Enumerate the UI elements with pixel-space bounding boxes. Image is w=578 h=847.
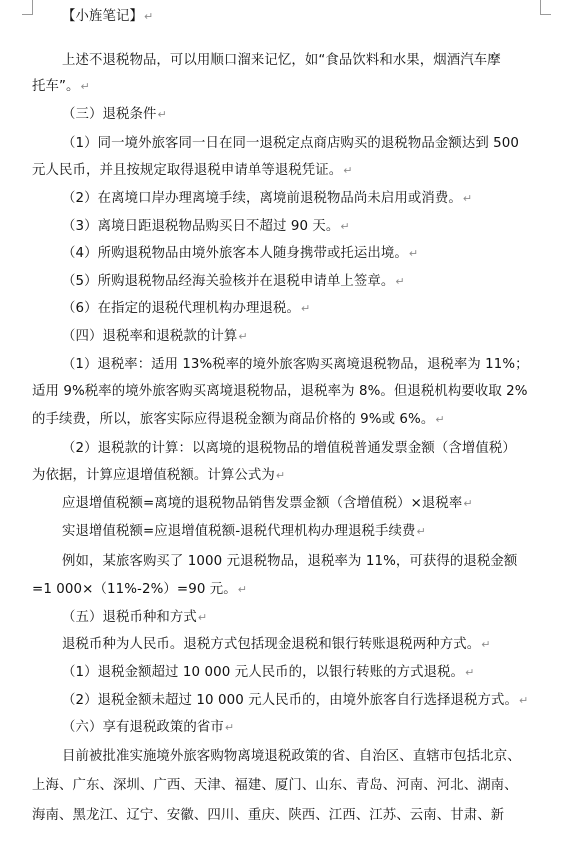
crop-mark-left [22,0,33,15]
section-heading: （三）退税条件↵ [62,107,167,122]
section-heading: （四）退税率和退税款的计算↵ [62,329,248,344]
formula-line: 应退增值税额=离境的退税物品销售发票金额（含增值税）×退税率↵ [62,496,473,511]
paragraph-line: （5）所购退税物品经海关验核并在退税申请单上签章。↵ [62,274,405,289]
crop-mark-right [540,0,551,15]
paragraph-line: 上述不退税物品，可以用顺口溜来记忆，如“食品饮料和水果，烟酒汽车摩 [62,53,501,68]
paragraph-line: （6）在指定的退税代理机构办理退税。↵ [62,301,311,316]
paragraph-line: 例如，某旅客购买了 1000 元退税物品，退税率为 11%，可获得的退税金额 [62,554,518,569]
paragraph-line: （1）退税率：适用 13%税率的境外旅客购买离境退税物品，退税率为 11%； [62,357,529,372]
paragraph-line: =1 000×（11%-2%）=90 元。↵ [32,582,248,597]
paragraph-line: 适用 9%税率的境外旅客购买离境退税物品，退税率为 8%。但退税机构要收取 2% [32,384,528,399]
paragraph-line: （1）退税金额超过 10 000 元人民币的，以银行转账的方式退税。↵ [62,665,475,680]
paragraph-line: （2）退税款的计算：以离境的退税物品的增值税普通发票金额（含增值税） [62,441,516,456]
paragraph-line: 元人民币，并且按规定取得退税申请单等退税凭证。↵ [32,163,353,178]
paragraph-line: 目前被批准实施境外旅客购物离境退税政策的省、自治区、直辖市包括北京、 [62,749,521,764]
formula-line: 实退增值税额=应退增值税额-退税代理机构办理退税手续费↵ [62,524,426,539]
paragraph-line: 上海、广东、深圳、广西、天津、福建、厦门、山东、青岛、河南、河北、湖南、 [32,778,518,793]
section-heading: （六）享有退税政策的省市↵ [62,720,235,735]
paragraph-line: （4）所购退税物品由境外旅客本人随身携带或托运出境。↵ [62,246,419,261]
paragraph-line: （2）退税金额未超过 10 000 元人民币的，由境外旅客自行选择退税方式。↵ [62,693,529,708]
paragraph-line: （3）离境日距退税物品购买日不超过 90 天。↵ [62,219,350,234]
paragraph-line: （2）在离境口岸办理离境手续，离境前退税物品尚未启用或消费。↵ [62,191,473,206]
paragraph-line: （1）同一境外旅客同一日在同一退税定点商店购买的退税物品金额达到 500 [62,136,520,151]
section-heading: （五）退税币种和方式↵ [62,610,208,625]
note-heading: 【小旌笔记】↵ [62,9,154,24]
paragraph-line: 退税币种为人民币。退税方式包括现金退税和银行转账退税两种方式。↵ [62,637,491,652]
paragraph-line: 海南、黑龙江、辽宁、安徽、四川、重庆、陕西、江西、江苏、云南、甘肃、新 [32,808,505,823]
paragraph-line: 托车”。↵ [32,79,90,94]
paragraph-line: 为依据，计算应退增值税额。计算公式为↵ [32,468,286,483]
paragraph-line: 的手续费，所以，旅客实际应得退税金额为商品价格的 9%或 6%。↵ [32,412,445,427]
